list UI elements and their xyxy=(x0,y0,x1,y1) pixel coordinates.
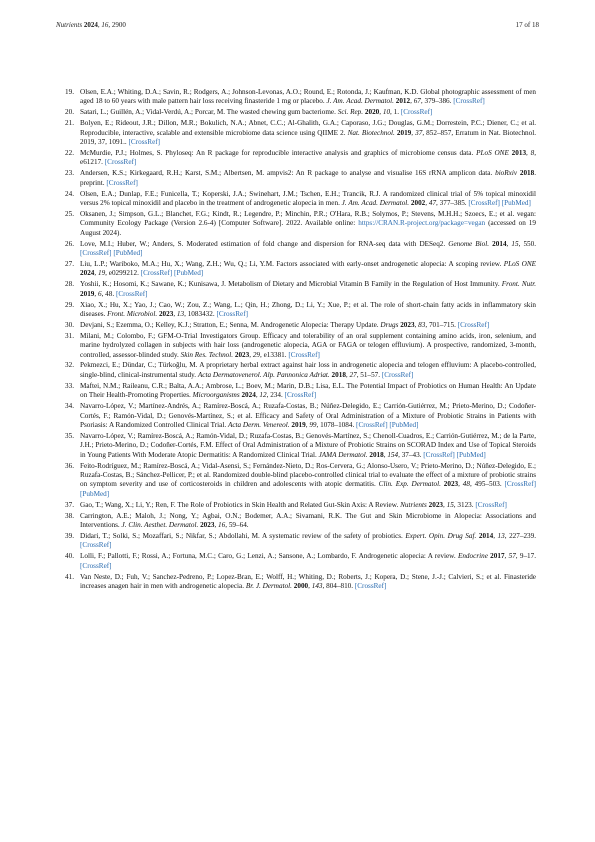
reference-authors-title: Navarro-López, V.; Ramírez-Boscá, A.; Ramón-Vidal, D.; Ruzafa-Costas, B.; Genovés-Martínez, S.; Chenoll-Cuadros, E.; Carrión-Gutiérrez, M.; de la Parte, J.H.; Prieto-Merino, D.; Codoñer-Cortés, F.M. Effect of Oral Administration of a Mixture of Probiotic Strains on SCORAD Index and Use of Topical Steroids in Young Patients With Moderate Atopic Dermatitis: A Randomized Clinical Trial. xyxy=(80,431,536,459)
reference-text xyxy=(80,119,536,147)
reference-authors-title: Milani, M.; Colombo, F.; GFM-O-Trial Investigators Group. Efficacy and tolerability of an oral supplement containing amino acids, iron, selenium, and marine hydrolyzed collagen in subjects with hair loss (androgenetic alopecia, AGA or FAGA or telogen effluvium). A prospective, randomized, 3-month, controlled, assessor-blinded study. xyxy=(80,331,536,359)
reference-text xyxy=(80,260,536,279)
pubmed-link[interactable]: [PubMed] xyxy=(113,249,143,257)
reference-item xyxy=(56,301,536,320)
reference-number: 35. xyxy=(65,431,74,440)
pubmed-link[interactable]: [PubMed] xyxy=(80,489,110,498)
reference-volume: , 12 xyxy=(255,391,267,400)
crossref-link[interactable]: [CrossRef] xyxy=(140,269,173,278)
reference-item xyxy=(56,280,536,299)
reference-item xyxy=(56,361,536,380)
reference-volume: , 15 xyxy=(506,239,519,248)
journal-name: Nutrients xyxy=(56,21,83,29)
reference-volume: , 37 xyxy=(411,128,423,137)
crossref-link[interactable]: [CrossRef] xyxy=(354,581,387,590)
reference-year: 2020 xyxy=(364,108,380,117)
reference-year: 2018 xyxy=(369,450,384,459)
reference-text xyxy=(80,169,536,188)
reference-year: 2018 xyxy=(331,370,346,379)
reference-journal: Br. J. Dermatol. xyxy=(245,581,292,590)
reference-number: 28. xyxy=(65,280,74,289)
reference-year: 2023 xyxy=(200,520,215,529)
reference-year: 2023 xyxy=(400,320,415,329)
reference-text xyxy=(80,532,536,551)
reference-pages: , 48. xyxy=(101,289,115,298)
header-year: 2024 xyxy=(83,21,98,29)
reference-number: 38. xyxy=(65,511,74,520)
reference-text xyxy=(80,280,536,299)
reference-number: 39. xyxy=(65,531,74,540)
reference-number: 41. xyxy=(65,572,74,581)
reference-item xyxy=(56,382,536,401)
reference-journal: Front. Nutr. xyxy=(501,280,537,289)
reference-pages: , 3123. xyxy=(453,500,474,509)
reference-text xyxy=(80,210,536,238)
reference-pages: , 495–503. xyxy=(470,480,502,489)
reference-year: 2014 xyxy=(492,239,507,248)
reference-text xyxy=(80,573,536,592)
reference-year: 2012 xyxy=(395,97,411,106)
reference-year: 2019 xyxy=(80,289,95,298)
reference-volume: , 8 xyxy=(526,148,535,157)
reference-authors-title: Lolli, F.; Pallotti, F.; Rossi, A.; Fortuna, M.C.; Caro, G.; Lenzi, A.; Sansone, A.; Lombardo, F. Androgenetic alopecia: A review. xyxy=(80,552,456,561)
reference-volume: , 13 xyxy=(173,309,185,318)
reference-accessed: (accessed on 19 August 2024). xyxy=(80,219,536,237)
reference-item xyxy=(56,149,536,168)
reference-authors-title: Feito-Rodríguez, M.; Ramírez-Boscá, A.; Vidal-Asensi, S.; Fernández-Nieto, D.; Ros-Cervera, G.; Alonso-Usero, V.; Prieto-Merino, D.; Núñez-Delegido, E.; Ruzafa-Costas, B.; Sánchez-Pellicer, P.; et al. Randomized double-blind placebo-controlled clinical trial to evaluate the effect of a mixture of probiotic strains on symptom severity and use of corticosteroids in children and adolescents with atopic dermatitis. xyxy=(80,461,536,489)
crossref-link[interactable]: [CrossRef] xyxy=(288,350,320,359)
reference-pages: , 9–17. xyxy=(515,552,537,561)
reference-year: 2000 xyxy=(293,581,309,590)
reference-authors-title: McMurdie, P.J.; Holmes, S. Phyloseq: An R package for reproducible interactive analysis and graphics of microbiome census data. xyxy=(80,148,474,157)
reference-volume: , 143 xyxy=(308,581,323,590)
pubmed-link[interactable]: [PubMed] xyxy=(456,450,486,459)
reference-item xyxy=(56,108,536,117)
reference-item xyxy=(56,332,536,360)
reference-text xyxy=(80,432,536,460)
crossref-link[interactable]: [CrossRef] xyxy=(104,158,137,167)
reference-pages: , 804–810. xyxy=(322,581,354,590)
reference-authors-title: Yoshii, K.; Hosomi, K.; Sawane, K.; Kunisawa, J. Metabolism of Dietary and Microbial Vitamin B Family in the Regulation of Host Immunity. xyxy=(80,280,500,289)
reference-volume: , 57 xyxy=(504,552,516,561)
reference-volume: , 29 xyxy=(249,350,260,359)
crossref-link[interactable]: [CrossRef] xyxy=(216,309,248,318)
reference-journal: J. Am. Acad. Dermatol. xyxy=(341,198,410,207)
reference-authors-title: Olsen, E.A.; Dunlap, F.E.; Funicella, T.; Koperski, J.A.; Swinehart, J.M.; Tschen, E.H.; Trancik, R.J. A randomized clinical trial of 5% topical minoxidil versus 2% topical minoxidil and placebo in the treatment of androgenetic alopecia in men. xyxy=(80,189,536,207)
reference-text xyxy=(80,382,536,401)
reference-year: 2023 xyxy=(234,350,250,359)
reference-authors-title: Andersen, K.S.; Kirkegaard, R.H.; Karst, S.M.; Albertsen, M. ampvis2: An R package to analyse and visualise 16S rRNA amplicon data. xyxy=(80,169,493,178)
reference-text xyxy=(80,240,536,259)
crossref-link[interactable]: [CrossRef] xyxy=(284,391,317,400)
reference-pages: , 234. xyxy=(266,391,283,400)
reference-volume: , 154 xyxy=(383,450,399,459)
reference-journal: Front. Microbiol. xyxy=(107,309,158,318)
reference-pages: , e13381. xyxy=(260,350,287,359)
reference-volume: , 13 xyxy=(493,531,505,540)
reference-text xyxy=(80,501,536,510)
reference-authors-title: Navarro-López, V.; Martínez-Andrés, A.; Ramírez-Boscá, A.; Ruzafa-Costas, B.; Núñez-Delegido, E.; Carrión-Gutiérrez, M.; Prieto-Merino, D.; Codoñer-Cortés, F.; Ramón-Vidal, D.; Genovés-Martínez, S.; et al. Efficacy and Safety of Oral Administration of a Mixture of Probiotic Strains in Patients with Psoriasis: A Randomized Controlled Clinical Trial. xyxy=(80,402,536,429)
reference-authors-title: Carrington, A.E.; Maloh, J.; Nong, Y.; Agbai, O.N.; Bodemer, A.A.; Sivamani, R.K. The Gut and Skin Microbiome in Alopecia: Associations and Interventions. xyxy=(80,511,536,529)
reference-number: 33. xyxy=(65,381,74,390)
reference-authors-title: Bolyen, E.; Rideout, J.R.; Dillon, M.R.; Bokulich, N.A.; Abnet, C.C.; Al-Ghalith, G.A.; Caporaso, J.G.; Douglas, G.M.; Dorrestein, P.C.; Diener, C.; et al. Reproducible, interactive, scalable and extensible microbiome data science using QIIME 2. xyxy=(80,119,536,137)
reference-volume: , 27 xyxy=(345,370,357,379)
reference-journal: J. Am. Acad. Dermatol. xyxy=(326,97,394,106)
reference-volume: , 47 xyxy=(425,198,437,207)
crossref-link[interactable]: [CrossRef] xyxy=(468,198,500,207)
reference-text xyxy=(80,552,536,571)
reference-pages: , 550. xyxy=(518,239,537,248)
reference-item xyxy=(56,260,536,279)
reference-number: 37. xyxy=(65,500,74,509)
page-header xyxy=(56,21,539,29)
reference-text xyxy=(80,402,536,430)
reference-item xyxy=(56,210,536,238)
reference-text xyxy=(80,332,536,360)
crossref-link[interactable]: [CrossRef] xyxy=(423,450,455,459)
reference-pages: , 1083432. xyxy=(184,309,215,318)
reference-item xyxy=(56,240,536,259)
reference-pages: , 51–57. xyxy=(356,370,381,379)
reference-year: 2024 xyxy=(80,269,95,278)
pubmed-link[interactable]: [PubMed] xyxy=(174,269,204,278)
reference-number: 32. xyxy=(65,361,74,370)
reference-authors-title: Van Neste, D.; Fuh, V.; Sanchez-Pedreno, P.; Lopez-Bran, E.; Wolff, H.; Whiting, D.; Roberts, J.; Kopera, D.; Stene, J.-J.; Calvieri, S.; et al. Finasteride increases anagen hair in men with androgenetic alopecia. xyxy=(80,572,536,590)
reference-journal: Sci. Rep. xyxy=(337,108,364,117)
reference-text xyxy=(80,88,536,107)
reference-item xyxy=(56,402,536,430)
reference-authors-title: Satari, L.; Guillén, A.; Vidal-Verdú, A.; Porcar, M. The wasted chewing gum bacteriome. xyxy=(80,108,336,117)
reference-journal: PLoS ONE xyxy=(503,259,537,268)
reference-item xyxy=(56,573,536,592)
reference-number: 29. xyxy=(65,300,74,309)
crossref-link[interactable]: [CrossRef] xyxy=(356,420,388,429)
reference-year: 2023 xyxy=(158,309,174,318)
reference-journal: Acta Derm. Venereol. xyxy=(227,420,290,429)
reference-number: 24. xyxy=(65,189,74,198)
reference-item xyxy=(56,321,536,330)
reference-journal: PLoS ONE xyxy=(476,148,509,157)
reference-volume: , 16 xyxy=(214,520,226,529)
reference-pages: , e61217. xyxy=(80,148,537,167)
reference-text xyxy=(80,512,536,531)
reference-number: 26. xyxy=(65,239,74,248)
reference-list xyxy=(56,88,536,593)
reference-item xyxy=(56,190,536,209)
reference-year: 2013 xyxy=(511,148,527,157)
reference-item xyxy=(56,532,536,551)
reference-text xyxy=(80,361,536,380)
reference-journal: Endocrine xyxy=(457,552,488,561)
header-article: 2900 xyxy=(111,21,126,29)
reference-number: 31. xyxy=(65,331,74,340)
reference-number: 25. xyxy=(65,209,74,218)
reference-journal: Nat. Biotechnol. xyxy=(347,128,395,137)
reference-pages: , 379–386. xyxy=(420,97,452,106)
reference-number: 23. xyxy=(65,169,74,178)
crossref-link[interactable]: [CrossRef] xyxy=(453,97,485,106)
running-header: Nutrients 2024, 16, 2900 xyxy=(56,21,126,29)
reference-item xyxy=(56,432,536,460)
reference-authors-title: Love, M.I.; Huber, W.; Anders, S. Moderated estimation of fold change and dispersion for RNA-seq data with DESeq2. xyxy=(80,239,446,248)
reference-number: 19. xyxy=(65,88,74,96)
crossref-link[interactable]: [CrossRef] xyxy=(80,249,112,257)
reference-year: 2017 xyxy=(490,552,505,561)
reference-journal: Skin Res. Technol. xyxy=(180,350,234,359)
reference-journal: Acta Dermatovenerol. Alp. Pannonica Adriat. xyxy=(197,370,330,379)
reference-item xyxy=(56,501,536,510)
reference-number: 20. xyxy=(65,108,74,117)
reference-pages: , 377–385. xyxy=(436,198,467,207)
reference-pages: . preprint. xyxy=(80,169,537,187)
reference-year: 2024 xyxy=(241,391,256,400)
crossref-link[interactable]: [CrossRef] xyxy=(381,370,414,379)
reference-year: 2018 xyxy=(519,169,535,178)
reference-pages: , 701–715. xyxy=(425,320,456,329)
reference-volume: , 10 xyxy=(379,108,391,117)
reference-item xyxy=(56,512,536,531)
reference-url-link[interactable]: https://CRAN.R-project.org/package=vegan xyxy=(358,219,486,228)
reference-journal: Drugs xyxy=(380,320,399,329)
reference-text xyxy=(80,321,536,330)
reference-pages: , 227–239. xyxy=(504,531,537,540)
reference-authors-title: Devjani, S.; Ezemma, O.; Kelley, K.J.; Stratton, E.; Senna, M. Androgenetic Alopecia: Therapy Update. xyxy=(80,320,379,329)
crossref-link[interactable]: [CrossRef] xyxy=(504,480,537,489)
reference-text xyxy=(80,149,536,168)
reference-pages: , e0299212. xyxy=(105,269,139,278)
reference-journal: bioRxiv xyxy=(495,169,518,178)
reference-volume: , 19 xyxy=(94,269,106,278)
crossref-link[interactable]: [CrossRef] xyxy=(115,289,148,298)
reference-text xyxy=(80,462,536,500)
reference-pages: , 852–857, Erratum in Nat. Biotechnol. 2019, 37, 1091.. xyxy=(80,128,537,147)
reference-text xyxy=(80,301,536,320)
reference-pages: , 59–64. xyxy=(225,520,249,529)
reference-number: 22. xyxy=(65,148,74,157)
reference-authors-title: Didari, T.; Solki, S.; Mozaffari, S.; Nikfar, S.; Abdollahi, M. A systematic review of the safety of probiotics. xyxy=(80,531,403,540)
reference-volume: , 99 xyxy=(305,420,317,429)
crossref-link[interactable]: [CrossRef] xyxy=(80,561,112,570)
reference-year: 2019 xyxy=(396,128,412,137)
reference-year: 2014 xyxy=(478,531,494,540)
crossref-link[interactable]: [CrossRef] xyxy=(80,541,112,550)
reference-journal: J. Clin. Aesthet. Dermatol. xyxy=(121,520,199,529)
reference-authors-title: Maftei, N.M.; Raileanu, C.R.; Balta, A.A.; Ambrose, L.; Boev, M.; Marin, D.B.; Lisa, E.L. The Potential Impact of Probiotics on Human Health: An Update on Their Health-Promoting Properties. xyxy=(80,381,536,400)
reference-year: 2023 xyxy=(428,500,443,509)
crossref-link[interactable]: [CrossRef] xyxy=(400,108,433,117)
reference-number: 34. xyxy=(65,402,74,411)
reference-text xyxy=(80,108,536,117)
reference-volume: , 67 xyxy=(410,97,421,106)
reference-authors-title: Olsen, E.A.; Whiting, D.A.; Savin, R.; Rodgers, A.; Johnson-Levonas, A.O.; Round, E.; Rotonda, J.; Kaufman, K.D. Global photographic assessment of men aged 18 to 60 years with male pattern hair loss receiving finasteride 1 mg or placebo. xyxy=(80,88,536,106)
reference-journal: Nutrients xyxy=(400,500,427,509)
crossref-link[interactable]: [CrossRef] xyxy=(128,138,161,147)
reference-number: 40. xyxy=(65,552,74,561)
reference-pages: , 1078–1084. xyxy=(316,420,355,429)
reference-journal: Genome Biol. xyxy=(448,239,490,248)
reference-number: 36. xyxy=(65,461,74,470)
reference-item xyxy=(56,552,536,571)
reference-pages: , 37–43. xyxy=(398,450,422,459)
reference-volume: , 15 xyxy=(443,500,454,509)
reference-volume: , 83 xyxy=(414,320,426,329)
reference-authors-title: Xiao, X.; Hu, X.; Yao, J.; Cao, W.; Zou, Z.; Wang, L.; Qin, H.; Zhong, D.; Li, Y.; Xue, P.; et al. The role of short-chain fatty acids in inflammatory skin diseases. xyxy=(80,300,536,318)
reference-item xyxy=(56,88,536,107)
reference-number: 27. xyxy=(65,259,74,268)
reference-volume: , 6 xyxy=(94,289,102,298)
reference-number: 30. xyxy=(65,320,74,329)
header-volume: 16 xyxy=(101,21,109,29)
pubmed-link[interactable]: [PubMed] xyxy=(501,198,531,207)
crossref-link[interactable]: [CrossRef] xyxy=(475,500,507,509)
reference-item xyxy=(56,462,536,500)
crossref-link[interactable]: [CrossRef] xyxy=(457,320,490,329)
reference-text xyxy=(80,190,536,209)
reference-authors-title: Pekmezci, E.; Dündar, C.; Türkoğlu, M. A proprietary herbal extract against hair loss in androgenetic alopecia and telogen effluvium: A placebo-controlled, single-blind, clinical-instrumental study. xyxy=(80,361,536,379)
reference-item xyxy=(56,119,536,147)
reference-pages: , 1. xyxy=(390,108,400,117)
reference-authors-title: Gao, T.; Wang, X.; Li, Y.; Ren, F. The Role of Probiotics in Skin Health and Related Gut-Skin Axis: A Review. xyxy=(80,500,399,509)
reference-volume: , 48 xyxy=(458,480,470,489)
reference-journal: Microorganisms xyxy=(192,391,240,400)
reference-number: 21. xyxy=(65,119,74,128)
crossref-link[interactable]: [CrossRef] xyxy=(106,178,138,187)
reference-journal: Expert. Opin. Drug Saf. xyxy=(405,531,477,540)
reference-year: 2002 xyxy=(410,198,426,207)
reference-year: 2019 xyxy=(291,420,306,429)
reference-authors-title: Oksanen, J.; Simpson, G.L.; Blanchet, F.G.; Kindt, R.; Legendre, P.; Minchin, P.R.; O'Hara, R.B.; Solymos, P.; Stevens, M.H.H.; Szoecs, E.; et al. vegan: Community Ecology Package (Version 2.6-4) [Computer Software]. 2022. Available online: xyxy=(80,209,536,228)
reference-item xyxy=(56,169,536,188)
page-number: 17 of 18 xyxy=(515,21,539,29)
reference-journal: Clin. Exp. Dermatol. xyxy=(378,480,441,489)
reference-journal: JAMA Dermatol. xyxy=(318,450,368,459)
pubmed-link[interactable]: [PubMed] xyxy=(389,420,419,429)
reference-year: 2023 xyxy=(443,480,459,489)
reference-authors-title: Liu, L.P.; Wariboko, M.A.; Hu, X.; Wang, Z.H.; Wu, Q.; Li, Y.M. Factors associated with early-onset androgenetic alopecia: A scoping review. xyxy=(80,259,502,268)
